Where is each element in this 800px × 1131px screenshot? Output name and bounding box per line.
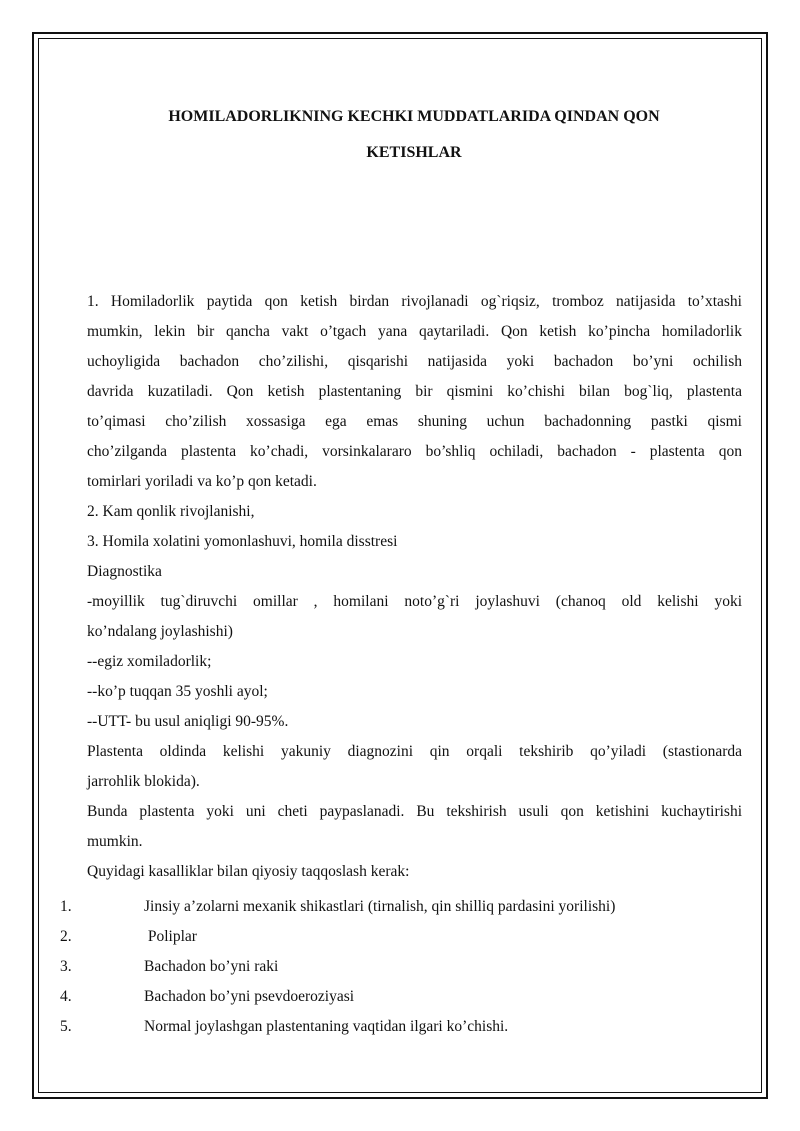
list-item xyxy=(60,1012,750,1042)
diagnostics-heading: Diagnostika xyxy=(87,563,162,580)
diagnostics-line: ko’ndalang joylashishi) xyxy=(87,623,233,640)
list-item xyxy=(60,952,750,982)
paragraph-2-line: jarrohlik blokida). xyxy=(87,773,200,790)
paragraph-1-line: mumkin, lekin bir qancha vakt o’tgach yana qaytariladi. Qon ketish ko’pincha homiladorlik xyxy=(87,323,742,340)
list-item xyxy=(60,892,750,922)
list-item-text: Normal joylashgan plastentaning vaqtidan ilgari ko’chishi. xyxy=(144,1018,509,1035)
list-item-number: 1. xyxy=(60,898,72,915)
list-item-text: Bachadon bo’yni raki xyxy=(144,958,279,975)
paragraph-1-line: davrida kuzatiladi. Qon ketish plastentaning bir qismini ko’chishi bilan bog`liq, plastenta xyxy=(87,383,742,400)
diagnostics-line: --egiz xomiladorlik; xyxy=(87,653,212,670)
diagnostics-line: -moyillik tug`diruvchi omillar , homilani noto’g`ri joylashuvi (chanoq old kelishi yoki xyxy=(87,593,742,610)
list-item-number: 5. xyxy=(60,1018,72,1035)
paragraph-3-line: mumkin. xyxy=(87,833,143,850)
differential-list xyxy=(60,892,750,1042)
paragraph-1-line: cho’zilganda plastenta ko’chadi, vorsinkalararo bo’shliq ochiladi, bachadon - plastenta qon xyxy=(87,443,742,460)
list-item-3: 3. Homila xolatini yomonlashuvi, homila disstresi xyxy=(87,533,398,550)
diagnostics-line: --UTT- bu usul aniqligi 90-95%. xyxy=(87,713,289,730)
list-item xyxy=(60,922,750,952)
list-item-text: Jinsiy a’zolarni mexanik shikastlari (tirnalish, qin shilliq pardasini yorilishi) xyxy=(144,898,616,915)
paragraph-1-line: tomirlari yoriladi va ko’p qon ketadi. xyxy=(87,473,317,490)
list-item-number: 3. xyxy=(60,958,72,975)
list-item-number: 4. xyxy=(60,988,72,1005)
paragraph-1-line: to’qimasi cho’zilish xossasiga ega emas shuning uchun bachadonning pastki qismi xyxy=(87,413,742,430)
paragraph-1-line: uchoyligida bachadon cho’zilishi, qisqarishi natijasida yoki bachadon bo’yni ochilish xyxy=(87,353,742,370)
title-line-1: HOMILADORLIKNING KECHKI MUDDATLARIDA QINDAN QON xyxy=(168,108,660,125)
title-line-2: KETISHLAR xyxy=(366,144,462,161)
list-item-text: Poliplar xyxy=(144,928,197,945)
list-item xyxy=(60,982,750,1012)
diagnostics-line: --ko’p tuqqan 35 yoshli ayol; xyxy=(87,683,268,700)
document-body xyxy=(87,287,742,887)
list-item-number: 2. xyxy=(60,928,72,945)
paragraph-3-line: Bunda plastenta yoki uni cheti paypaslanadi. Bu tekshirish usuli qon ketishini kuchaytirishi xyxy=(87,803,742,820)
list-item-text: Bachadon bo’yni psevdoeroziyasi xyxy=(144,988,355,1005)
paragraph-4: Quyidagi kasalliklar bilan qiyosiy taqqoslash kerak: xyxy=(87,863,410,880)
paragraph-1-line: 1. Homiladorlik paytida qon ketish birdan rivojlanadi og`riqsiz, tromboz natijasida to’xtashi xyxy=(87,293,742,310)
list-item-2: 2. Kam qonlik rivojlanishi, xyxy=(87,503,255,520)
paragraph-2-line: Plastenta oldinda kelishi yakuniy diagnozini qin orqali tekshirib qo’yiladi (stastionarda xyxy=(87,743,742,760)
